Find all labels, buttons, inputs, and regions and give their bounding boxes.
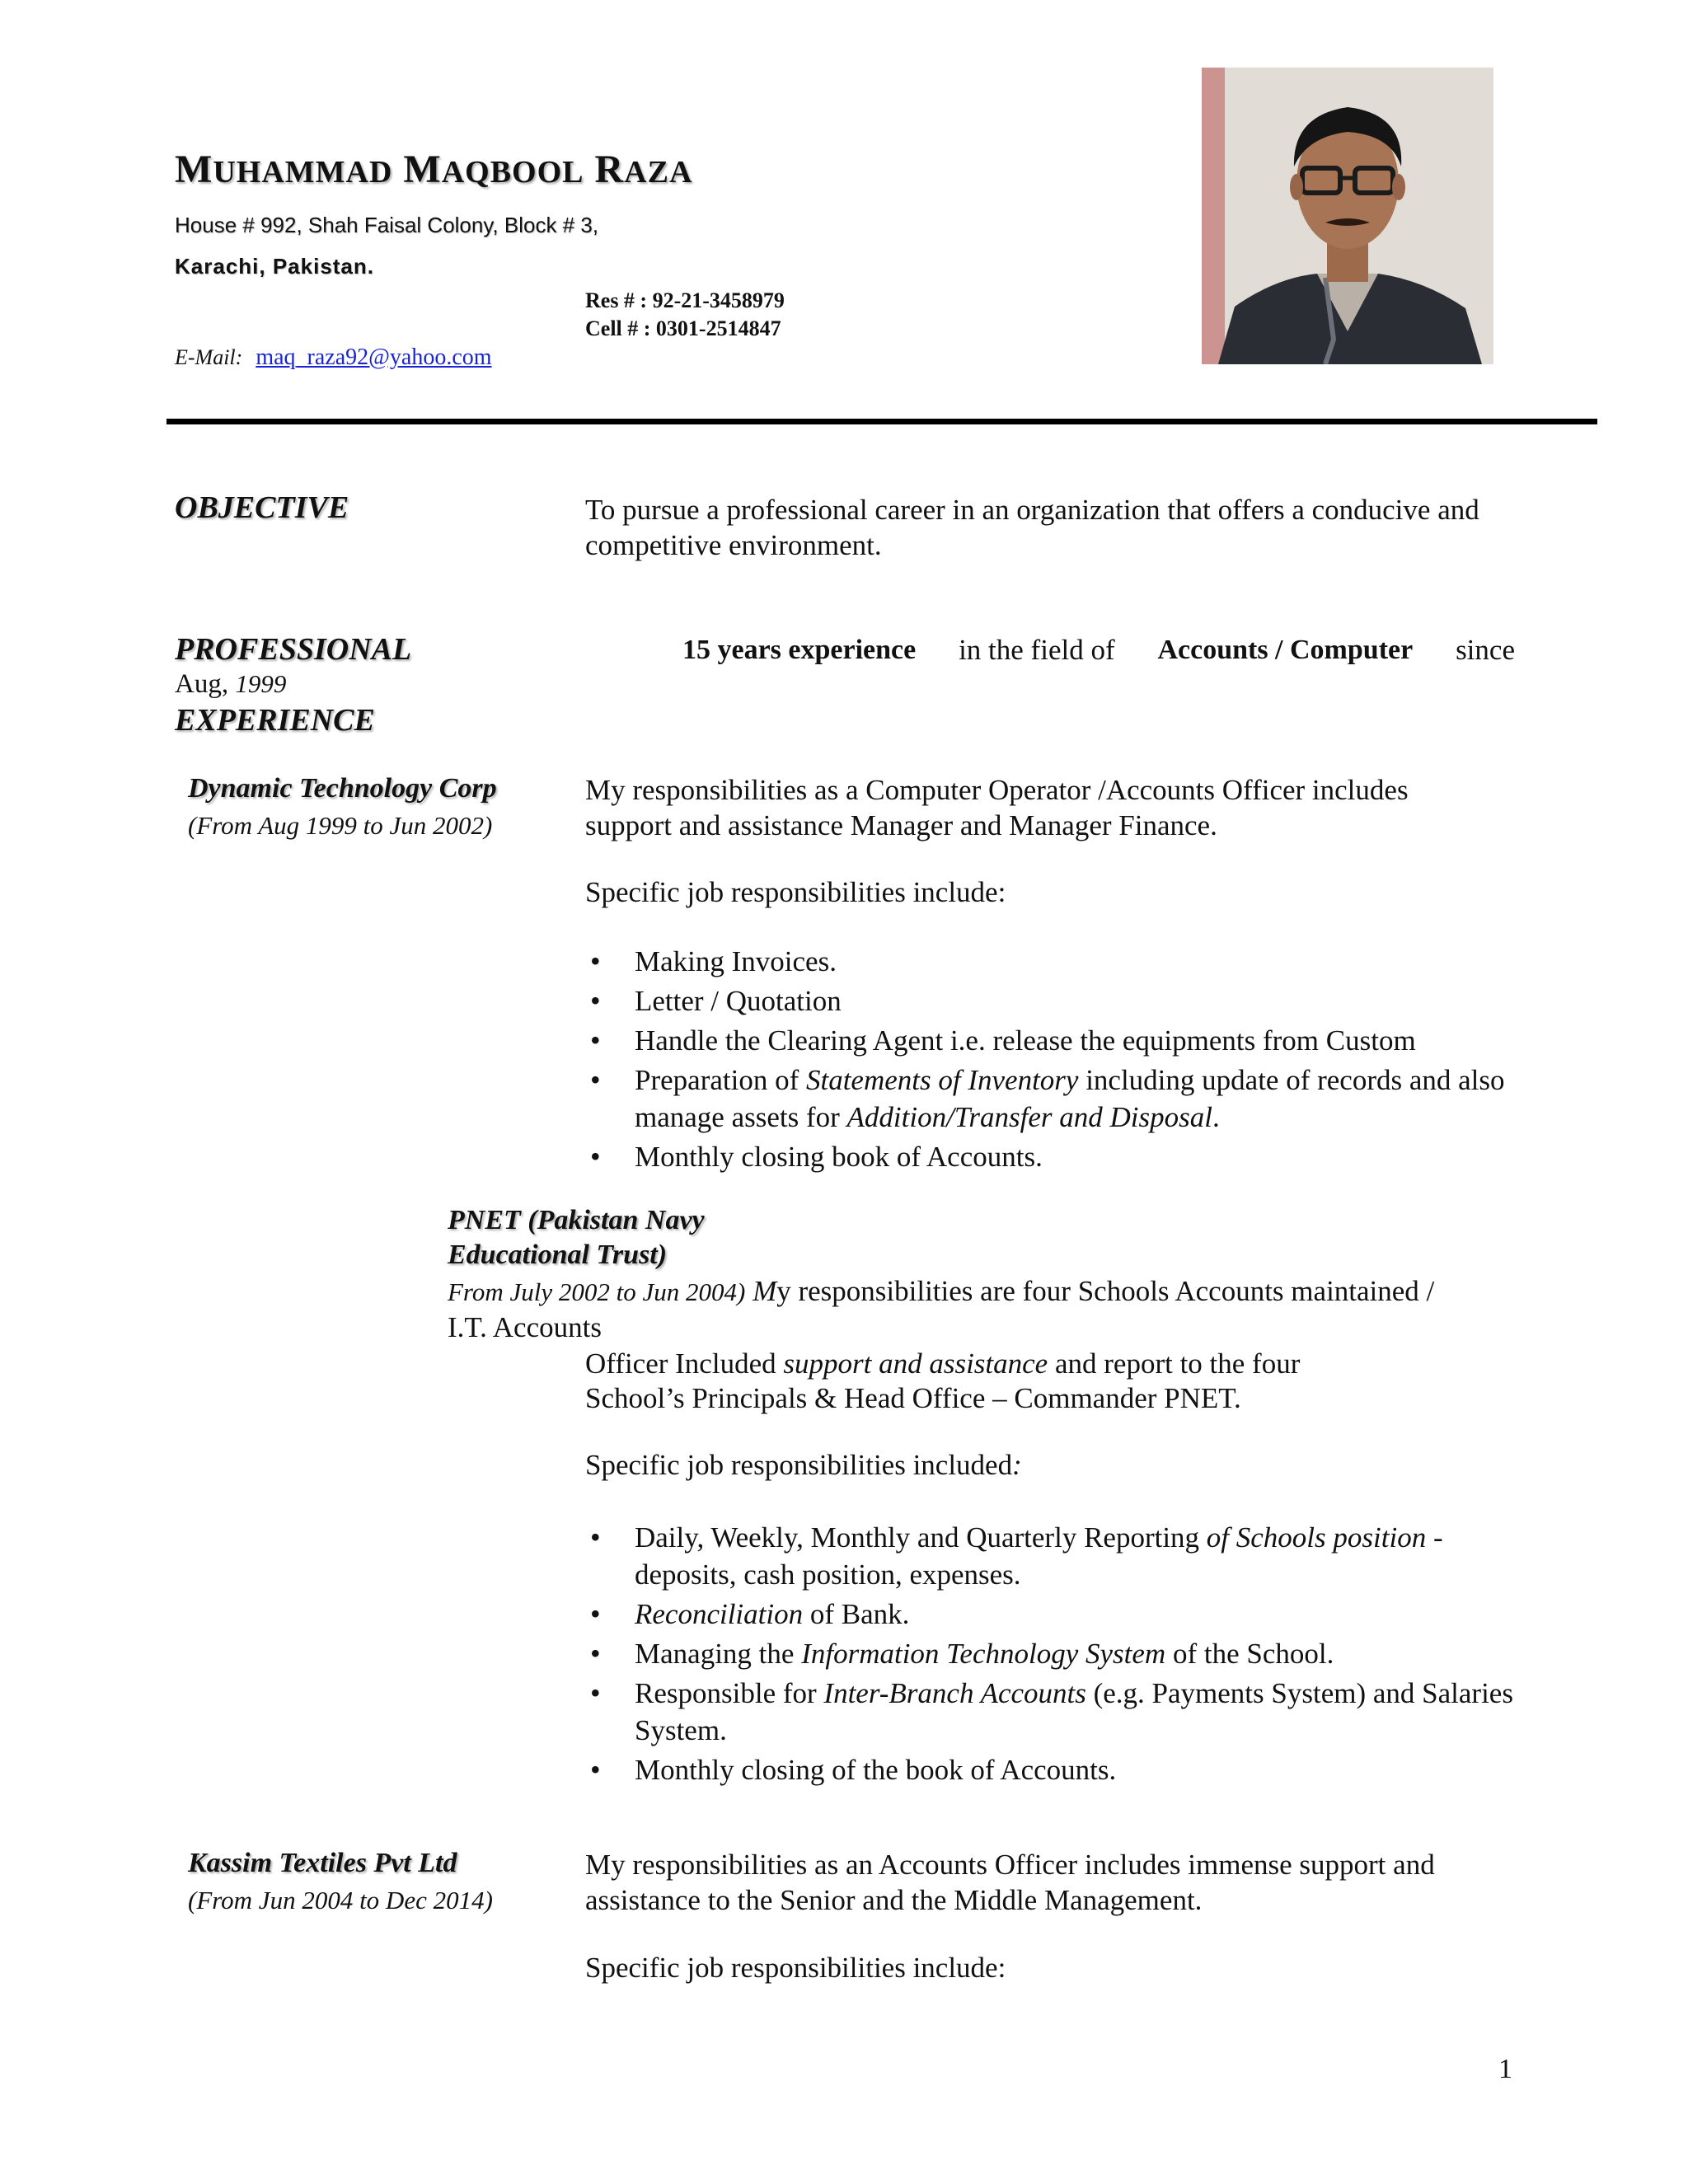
- residence-phone: Res # : 92-21-3458979: [585, 288, 785, 312]
- summary-mid-text: in the field of: [959, 634, 1115, 666]
- job-description: My responsibilities as a Computer Operator /Accounts Officer includes support and assistance Manager and Manager Finance.: [585, 774, 1409, 841]
- list-item: • Preparation of Statements of Inventory including update of records and also manage assets for Addition/Transfer and Disposal.: [585, 1062, 1525, 1136]
- profile-photo: [1202, 68, 1493, 364]
- professional-heading: PROFESSIONAL: [175, 632, 412, 667]
- job-dates-and-description: From July 2002 to Jun 2004) My responsibilities are four Schools Accounts maintained /: [448, 1275, 1435, 1307]
- job-dates: (From Aug 1999 to Jun 2002): [188, 811, 493, 840]
- list-item: • Responsible for Inter-Branch Accounts (e.g. Payments System) and Salaries System.: [585, 1675, 1517, 1749]
- header-divider: [166, 419, 1597, 424]
- company-name-cont: Educational Trust): [448, 1240, 668, 1270]
- job-responsibilities-list: [585, 943, 1525, 1178]
- page-number: 1: [1498, 2054, 1512, 2084]
- email-label: E-Mail:: [175, 345, 243, 369]
- since-month: Aug,: [175, 669, 229, 699]
- job-description: My responsibilities as an Accounts Officer includes immense support and assistance to the Senior and the Middle Management.: [585, 1849, 1435, 1916]
- summary-since: since: [1456, 634, 1515, 666]
- company-name: Dynamic Technology Corp: [188, 773, 497, 804]
- since-year: 1999: [235, 669, 287, 698]
- cell-phone: Cell # : 0301-2514847: [585, 316, 781, 340]
- job-dates: (From Jun 2004 to Dec 2014): [188, 1886, 493, 1915]
- experience-field: Accounts / Computer: [1157, 635, 1414, 665]
- company-name: Kassim Textiles Pvt Ltd: [188, 1848, 457, 1878]
- address-line-1: House # 992, Shah Faisal Colony, Block # 3,: [175, 213, 599, 237]
- candidate-name: MUHAMMAD MAQBOOL RAZA: [175, 148, 693, 191]
- email-line: [175, 344, 492, 371]
- company-name: PNET (Pakistan Navy: [448, 1205, 705, 1235]
- job-dates: From July 2002 to Jun 2004): [448, 1277, 746, 1306]
- job-description-line3: Officer Included support and assistance and report to the four: [585, 1347, 1301, 1380]
- job-spec-heading: Specific job responsibilities include:: [585, 1952, 1006, 1984]
- list-item: • Handle the Clearing Agent i.e. release the equipments from Custom: [585, 1022, 1525, 1059]
- experience-summary: [682, 632, 1515, 668]
- list-item: • Monthly closing book of Accounts.: [585, 1138, 1525, 1175]
- list-item: • Daily, Weekly, Monthly and Quarterly Reporting of Schools position - deposits, cash position, expenses.: [585, 1519, 1517, 1593]
- job-description-line2: I.T. Accounts: [448, 1311, 602, 1343]
- years-experience: 15 years experience: [682, 635, 917, 665]
- job-spec-heading: Specific job responsibilities included:: [585, 1449, 1022, 1481]
- list-item: • Making Invoices.: [585, 943, 1525, 980]
- objective-heading: OBJECTIVE: [175, 490, 349, 525]
- experience-heading: EXPERIENCE: [175, 703, 375, 738]
- job-spec-heading: Specific job responsibilities include:: [585, 876, 1006, 908]
- list-item: • Monthly closing of the book of Accounts.: [585, 1751, 1517, 1788]
- job-description-line4: School’s Principals & Head Office – Commander PNET.: [585, 1382, 1241, 1414]
- list-item: • Reconciliation of Bank.: [585, 1596, 1517, 1633]
- email-link[interactable]: maq_raza92@yahoo.com: [256, 344, 492, 370]
- list-item: • Managing the Information Technology System of the School.: [585, 1635, 1517, 1672]
- list-item: • Letter / Quotation: [585, 982, 1525, 1019]
- job-responsibilities-list: [585, 1519, 1517, 1791]
- person-portrait-icon: [1202, 68, 1493, 364]
- objective-text: To pursue a professional career in an organization that offers a conducive and competitive environment.: [585, 494, 1479, 561]
- address-line-2: Karachi, Pakistan.: [175, 254, 374, 279]
- since-date: [175, 669, 286, 700]
